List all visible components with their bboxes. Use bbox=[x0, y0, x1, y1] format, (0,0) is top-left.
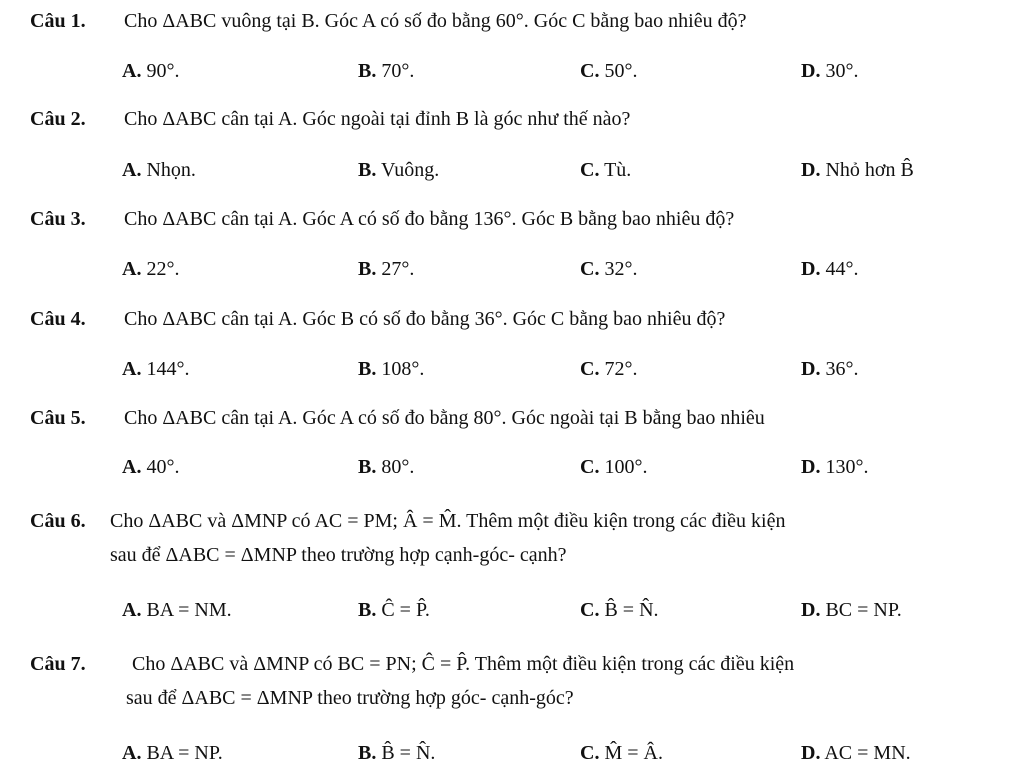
option-a[interactable]: A. BA = NP. bbox=[122, 742, 223, 764]
question-text-cont: sau để ΔABC = ΔMNP theo trường hợp cạnh-góc- cạnh? bbox=[110, 544, 567, 566]
option-b[interactable]: B. B̂ = N̂. bbox=[358, 742, 436, 764]
option-b[interactable]: B. 108°. bbox=[358, 358, 425, 380]
option-b[interactable]: B. Vuông. bbox=[358, 159, 440, 181]
question-text: Cho ΔABC cân tại A. Góc B có số đo bằng 36°. Góc C bằng bao nhiêu độ? bbox=[124, 308, 726, 330]
option-d[interactable]: D. 36°. bbox=[801, 358, 859, 380]
question-number: Câu 7. bbox=[30, 653, 86, 675]
option-a[interactable]: A. 144°. bbox=[122, 358, 190, 380]
question-text: Cho ΔABC và ΔMNP có AC = PM; Â = M̂. Thêm một điều kiện trong các điều kiện bbox=[110, 510, 786, 532]
option-a[interactable]: A. 40°. bbox=[122, 456, 180, 478]
option-b[interactable]: B. 80°. bbox=[358, 456, 415, 478]
question-number: Câu 1. bbox=[30, 10, 86, 32]
option-a[interactable]: A. 22°. bbox=[122, 258, 180, 280]
option-a[interactable]: A. 90°. bbox=[122, 60, 180, 82]
option-c[interactable]: C. M̂ = Â. bbox=[580, 742, 663, 764]
question-text: Cho ΔABC cân tại A. Góc A có số đo bằng 136°. Góc B bằng bao nhiêu độ? bbox=[124, 208, 735, 230]
option-d[interactable]: D. Nhỏ hơn B̂ bbox=[801, 159, 914, 181]
question-number: Câu 4. bbox=[30, 308, 86, 330]
option-c[interactable]: C. 100°. bbox=[580, 456, 648, 478]
question-number: Câu 6. bbox=[30, 510, 86, 532]
question-number: Câu 3. bbox=[30, 208, 86, 230]
option-d[interactable]: D. BC = NP. bbox=[801, 599, 902, 621]
option-c[interactable]: C. Tù. bbox=[580, 159, 632, 181]
option-c[interactable]: C. 72°. bbox=[580, 358, 638, 380]
option-d[interactable]: D. 30°. bbox=[801, 60, 859, 82]
option-c[interactable]: C. 32°. bbox=[580, 258, 638, 280]
question-number: Câu 2. bbox=[30, 108, 86, 130]
question-number: Câu 5. bbox=[30, 407, 86, 429]
option-b[interactable]: B. Ĉ = P̂. bbox=[358, 599, 430, 621]
question-text: Cho ΔABC cân tại A. Góc A có số đo bằng 80°. Góc ngoài tại B bằng bao nhiêu bbox=[124, 407, 765, 429]
option-a[interactable]: A. BA = NM. bbox=[122, 599, 232, 621]
option-b[interactable]: B. 70°. bbox=[358, 60, 415, 82]
question-text-cont: sau để ΔABC = ΔMNP theo trường hợp góc- cạnh-góc? bbox=[126, 687, 574, 709]
question-text: Cho ΔABC và ΔMNP có BC = PN; Ĉ = P̂. Thêm một điều kiện trong các điều kiện bbox=[132, 653, 795, 675]
option-c[interactable]: C. 50°. bbox=[580, 60, 638, 82]
option-d[interactable]: D. 44°. bbox=[801, 258, 859, 280]
option-b[interactable]: B. 27°. bbox=[358, 258, 415, 280]
question-text: Cho ΔABC cân tại A. Góc ngoài tại đỉnh B là góc như thế nào? bbox=[124, 108, 631, 130]
option-a[interactable]: A. Nhọn. bbox=[122, 159, 196, 181]
question-text: Cho ΔABC vuông tại B. Góc A có số đo bằng 60°. Góc C bằng bao nhiêu độ? bbox=[124, 10, 747, 32]
option-d[interactable]: D. 130°. bbox=[801, 456, 869, 478]
option-c[interactable]: C. B̂ = N̂. bbox=[580, 599, 659, 621]
option-d[interactable]: D. AC = MN. bbox=[801, 742, 911, 764]
